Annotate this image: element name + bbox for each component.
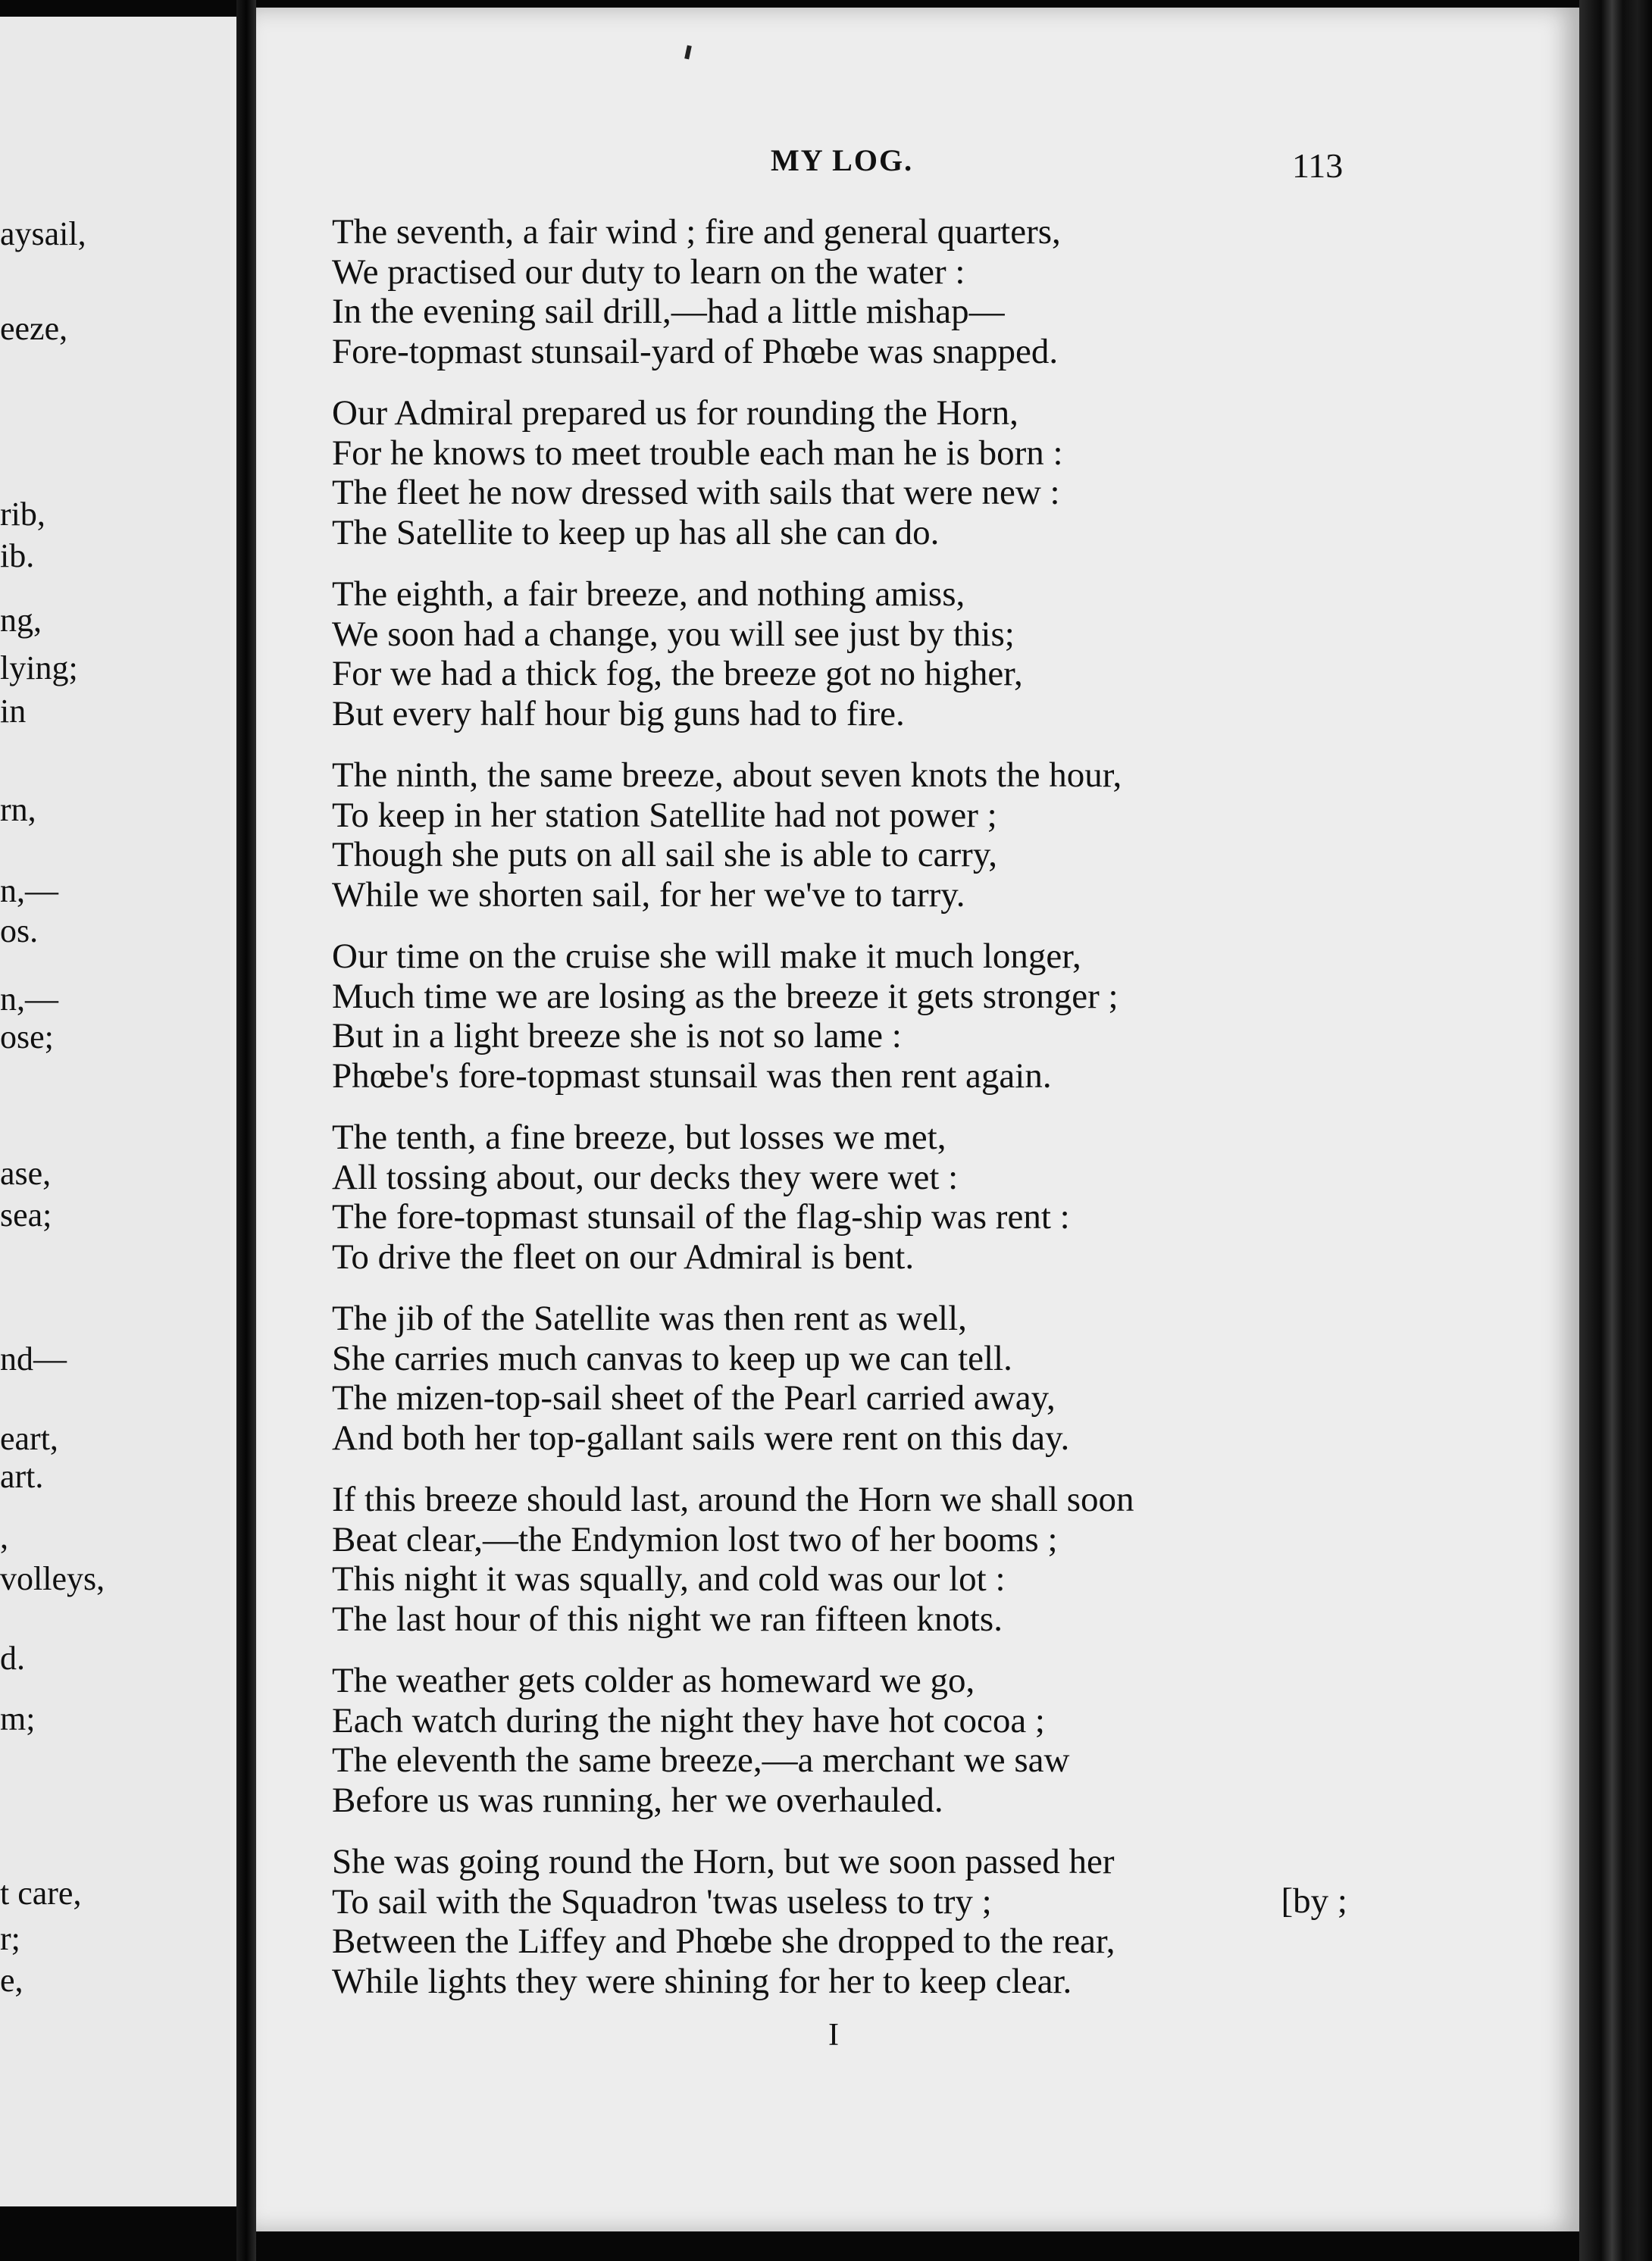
running-head: MY LOG. — [771, 143, 914, 177]
verse-line: Between the Liffey and Phœbe she dropped to the rear, — [332, 1922, 1115, 1961]
verse-line: For we had a thick fog, the breeze got no higher, — [332, 654, 1023, 693]
verse-line: The last hour of this night we ran fifteen knots. — [332, 1599, 1003, 1639]
verse-line: This night it was squally, and cold was our lot : — [332, 1559, 1006, 1599]
facing-page-fragment: n,— — [0, 980, 58, 1018]
verse-turnover: [by ; — [1281, 1881, 1347, 1921]
verse-line: To keep in her station Satellite had not power ; — [332, 795, 997, 835]
book-gutter — [236, 0, 256, 2261]
verse-line: She carries much canvas to keep up we can tell. — [332, 1338, 1012, 1378]
stanza — [332, 1299, 1347, 1458]
facing-page-fragment: t care, — [0, 1875, 82, 1912]
facing-page-fragment: art. — [0, 1458, 44, 1495]
verse-line: The eleventh the same breeze,—a merchant we saw — [332, 1740, 1070, 1780]
verse-line: The fore-topmast stunsail of the flag-ship was rent : — [332, 1197, 1070, 1237]
verse-line: The mizen-top-sail sheet of the Pearl carried away, — [332, 1378, 1056, 1418]
verse-line: Our time on the cruise she will make it much longer, — [332, 937, 1081, 976]
facing-page-fragment: aysail, — [0, 215, 86, 252]
verse-line: The seventh, a fair wind ; fire and general quarters, — [332, 212, 1061, 252]
verse-line: Before us was running, her we overhauled. — [332, 1780, 943, 1820]
facing-page-fragment: sea; — [0, 1196, 52, 1234]
facing-page-fragment: volleys, — [0, 1560, 105, 1597]
facing-page-fragment: m; — [0, 1700, 36, 1737]
verse-line: To sail with the Squadron 'twas useless to try ; — [332, 1881, 992, 1922]
stanza — [332, 574, 1347, 733]
verse-line: Fore-topmast stunsail-yard of Phœbe was snapped. — [332, 331, 1059, 371]
verse-line: The eighth, a fair breeze, and nothing amiss, — [332, 574, 965, 614]
facing-page-fragment: r; — [0, 1920, 20, 1957]
stanza — [332, 212, 1347, 371]
verse-line: She was going round the Horn, but we soon passed her — [332, 1842, 1115, 1881]
verse-line: The Satellite to keep up has all she can do. — [332, 512, 940, 552]
page-number: 113 — [1292, 146, 1344, 185]
facing-page-fragment: eart, — [0, 1420, 58, 1457]
verse-line: The ninth, the same breeze, about seven knots the hour, — [332, 755, 1122, 795]
verse-line: The tenth, a fine breeze, but losses we met, — [332, 1118, 946, 1157]
stanza — [332, 1118, 1347, 1277]
facing-page-fragment: lying; — [0, 649, 78, 686]
facing-page-fragment: nd— — [0, 1340, 67, 1378]
facing-page-fragment: , — [0, 1518, 8, 1556]
signature-mark: I — [828, 2018, 839, 2053]
verse-line: While we shorten sail, for her we've to tarry. — [332, 874, 965, 915]
verse-line: Each watch during the night they have hot cocoa ; — [332, 1700, 1045, 1740]
verse-line: Phœbe's fore-topmast stunsail was then rent again. — [332, 1055, 1052, 1096]
verse-line: We soon had a change, you will see just by this; — [332, 614, 1015, 654]
stanza — [332, 755, 1347, 915]
verse-line: Though she puts on all sail she is able to carry, — [332, 835, 998, 874]
stanza — [332, 1661, 1347, 1820]
verse-line: But every half hour big guns had to fire. — [332, 693, 905, 733]
verse-line: To drive the fleet on our Admiral is bent. — [332, 1237, 915, 1277]
verse-line: The fleet he now dressed with sails that were new : — [332, 473, 1060, 512]
facing-page-fragment: n,— — [0, 872, 58, 909]
poem — [332, 212, 1347, 2023]
facing-page-fragment: ib. — [0, 537, 35, 574]
facing-page-fragment: d. — [0, 1640, 25, 1677]
verse-line: But in a light breeze she is not so lame : — [332, 1016, 902, 1055]
stanza — [332, 1480, 1347, 1639]
facing-page-fragment: e, — [0, 1962, 23, 1999]
verse-line: The jib of the Satellite was then rent as well, — [332, 1299, 967, 1338]
facing-page-fragment: rn, — [0, 791, 36, 828]
stanza — [332, 937, 1347, 1096]
facing-page — [0, 17, 236, 2206]
verse-line: All tossing about, our decks they were wet : — [332, 1157, 959, 1197]
facing-page-fragment: ose; — [0, 1018, 54, 1055]
verse-line: The weather gets colder as homeward we go, — [332, 1661, 975, 1700]
stanza — [332, 393, 1347, 552]
verse-line: We practised our duty to learn on the water : — [332, 252, 965, 292]
verse-line: Beat clear,—the Endymion lost two of her booms ; — [332, 1519, 1058, 1559]
verse-line: For he knows to meet trouble each man he is born : — [332, 433, 1063, 473]
page-edges — [1579, 0, 1652, 2261]
stanza — [332, 1842, 1347, 2001]
verse-line: Our Admiral prepared us for rounding the Horn, — [332, 393, 1018, 433]
facing-page-fragment: rib, — [0, 496, 45, 533]
verse-line: In the evening sail drill,—had a little mishap— — [332, 292, 1005, 331]
verse-line: Much time we are losing as the breeze it gets stronger ; — [332, 976, 1119, 1016]
verse-line: And both her top-gallant sails were rent on this day. — [332, 1418, 1070, 1458]
facing-page-fragment: ng, — [0, 602, 42, 639]
facing-page-fragment: in — [0, 693, 27, 730]
facing-page-fragment: os. — [0, 912, 39, 949]
facing-page-fragment: ase, — [0, 1155, 52, 1192]
verse-line: If this breeze should last, around the Horn we shall soon — [332, 1480, 1134, 1519]
verse-line: While lights they were shining for her to keep clear. — [332, 1961, 1072, 2001]
facing-page-fragment: eeze, — [0, 310, 68, 347]
